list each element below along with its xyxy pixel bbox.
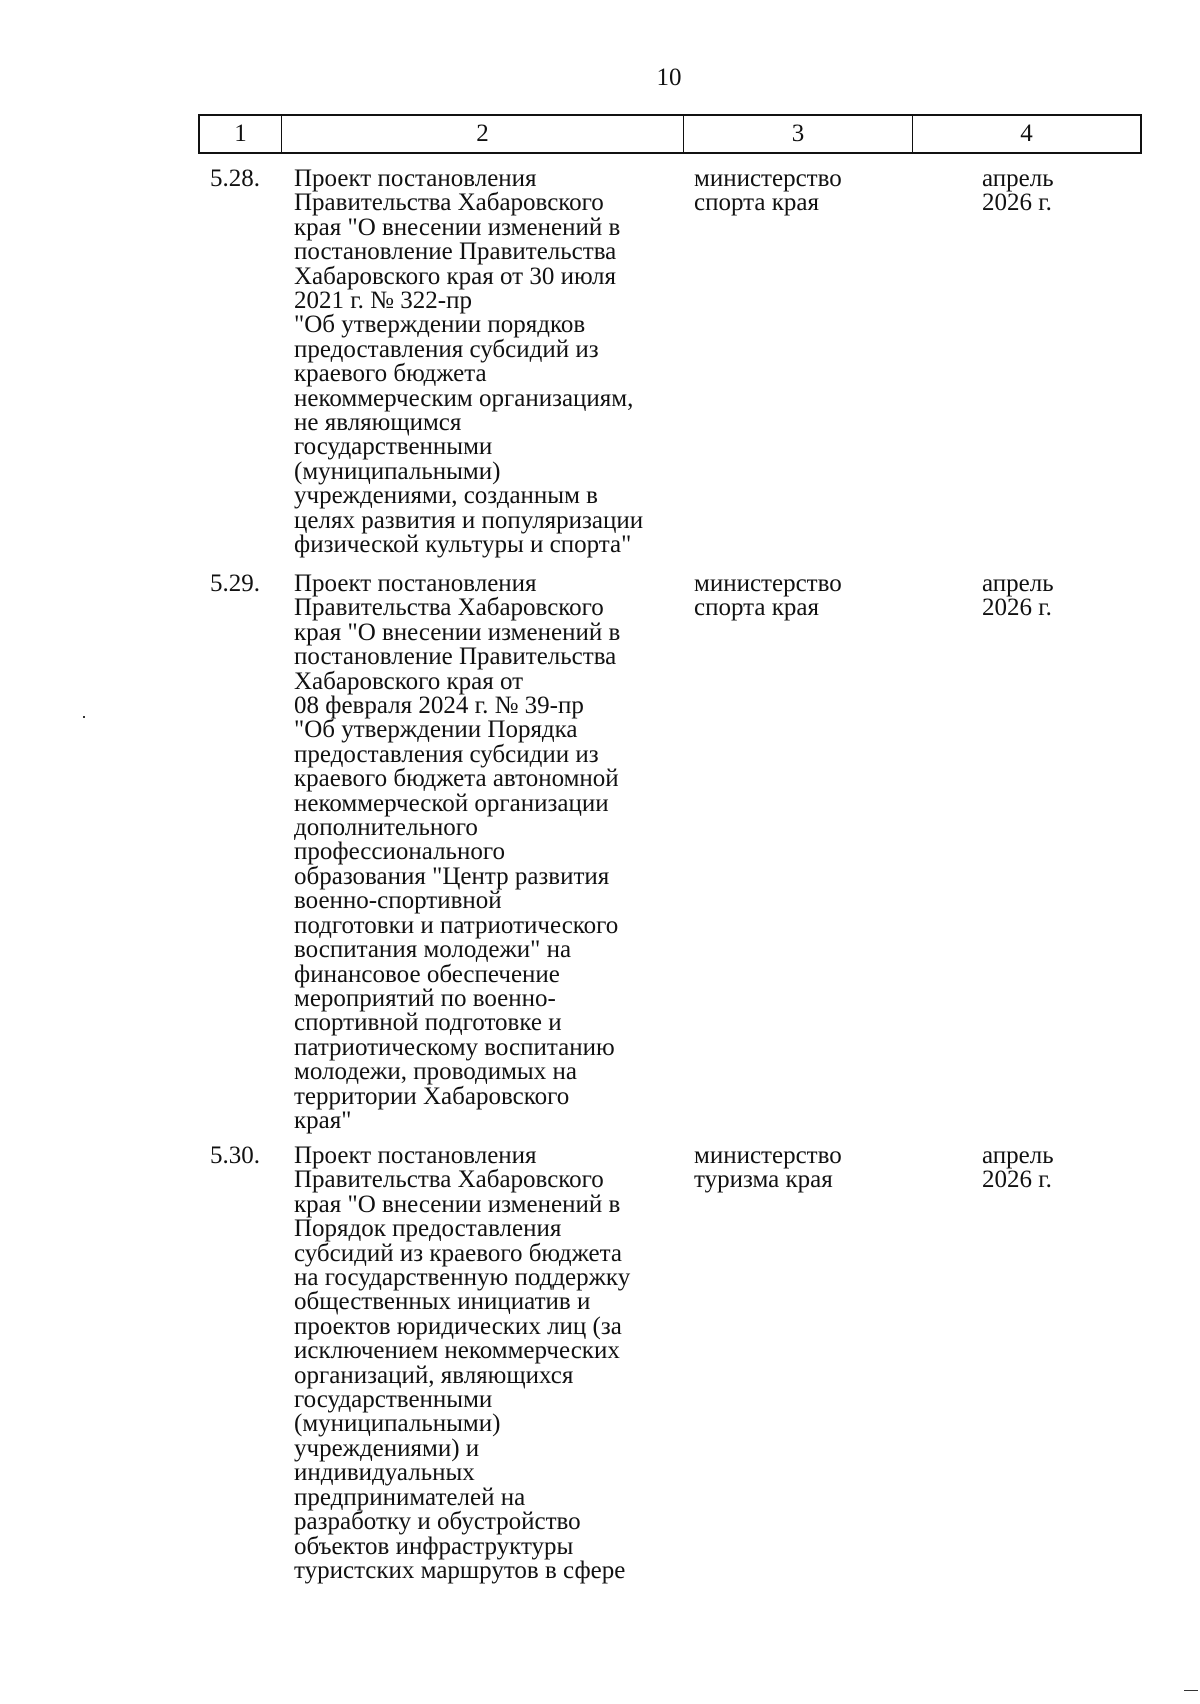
text-line: Правительства Хабаровского	[294, 1166, 604, 1194]
row-responsible	[694, 167, 904, 216]
text-line: разработку и обустройство	[294, 1508, 581, 1536]
text-line: исключением некоммерческих	[294, 1337, 620, 1365]
text-line: министерство	[694, 1142, 842, 1169]
text-line: общественных инициатив и	[294, 1288, 591, 1316]
row-number: 5.29.	[210, 570, 260, 597]
text-line: молодежи, проводимых на	[294, 1058, 577, 1086]
text-line: целях развития и популяризации	[294, 506, 644, 534]
text-line: 08 февраля 2024 г. № 39-пр	[294, 692, 584, 720]
text-line: апрель	[982, 570, 1054, 597]
text-line: 2026 г.	[982, 1166, 1052, 1194]
scan-edge-mark	[1184, 1690, 1198, 1691]
text-line: предоставления субсидий из	[294, 335, 599, 363]
page-number: 10	[656, 64, 682, 91]
text-line: предпринимателей на	[294, 1483, 526, 1511]
row-number: 5.30.	[210, 1142, 260, 1169]
row-deadline	[982, 572, 1082, 621]
text-line: дополнительного	[294, 814, 478, 842]
text-line: края"	[294, 1106, 352, 1134]
text-line: субсидий из краевого бюджета	[294, 1239, 622, 1267]
text-line: Проект постановления	[294, 1142, 537, 1169]
column-header-1: 1	[200, 116, 282, 152]
table-header	[198, 114, 1142, 154]
row-responsible	[694, 572, 904, 621]
row-description	[294, 572, 694, 1133]
text-line: государственными	[294, 433, 493, 461]
text-line: края "О внесении изменений в	[294, 213, 621, 241]
text-line: министерство	[694, 570, 842, 597]
scan-artifact	[83, 716, 85, 718]
row-number: 5.28.	[210, 165, 260, 192]
text-line: краевого бюджета	[294, 360, 487, 388]
text-line: проектов юридических лиц (за	[294, 1312, 622, 1340]
row-deadline	[982, 167, 1082, 216]
text-line: края "О внесении изменений в	[294, 1190, 621, 1218]
row-responsible	[694, 1144, 904, 1193]
text-line: организаций, являющихся	[294, 1361, 574, 1389]
text-line: апрель	[982, 1142, 1054, 1169]
text-line: территории Хабаровского	[294, 1082, 570, 1110]
text-line: индивидуальных	[294, 1459, 475, 1487]
text-line: 2026 г.	[982, 594, 1052, 622]
text-line: некоммерческой организации	[294, 789, 609, 817]
text-line: туризма края	[694, 1166, 833, 1194]
text-line: Хабаровского края от 30 июля	[294, 262, 616, 290]
text-line: физической культуры и спорта"	[294, 531, 632, 559]
text-line: "Об утверждении порядков	[294, 311, 586, 339]
text-line: Правительства Хабаровского	[294, 189, 604, 217]
text-line: краевого бюджета автономной	[294, 765, 619, 793]
text-line: спорта края	[694, 594, 819, 622]
text-line: 2021 г. № 322-пр	[294, 287, 472, 315]
row-description	[294, 1144, 694, 1583]
text-line: 2026 г.	[982, 189, 1052, 217]
text-line: постановление Правительства	[294, 643, 617, 671]
text-line: профессионального	[294, 838, 505, 866]
column-header-3: 3	[684, 116, 913, 152]
text-line: Проект постановления	[294, 570, 537, 597]
text-line: государственными	[294, 1386, 493, 1414]
text-line: спортивной подготовке и	[294, 1009, 562, 1037]
text-line: края "О внесении изменений в	[294, 618, 621, 646]
column-header-2: 2	[282, 116, 684, 152]
text-line: министерство	[694, 165, 842, 192]
text-line: "Об утверждении Порядка	[294, 716, 578, 744]
text-line: предоставления субсидии из	[294, 740, 599, 768]
text-line: не являющимся	[294, 409, 462, 437]
row-description	[294, 167, 694, 558]
text-line: мероприятий по военно-	[294, 984, 556, 1012]
text-line: некоммерческим организациям,	[294, 384, 634, 412]
text-line: апрель	[982, 165, 1054, 192]
column-header-4: 4	[1020, 120, 1033, 147]
text-line: (муниципальными)	[294, 1410, 501, 1438]
text-line: образования "Центр развития	[294, 862, 610, 890]
text-line: спорта края	[694, 189, 819, 217]
text-line: Хабаровского края от	[294, 667, 524, 695]
text-line: воспитания молодежи" на	[294, 936, 572, 964]
text-line: (муниципальными)	[294, 457, 501, 485]
text-line: на государственную поддержку	[294, 1264, 631, 1292]
text-line: подготовки и патриотического	[294, 911, 619, 939]
text-line: финансовое обеспечение	[294, 960, 560, 988]
text-line: военно-спортивной	[294, 887, 502, 915]
text-line: объектов инфраструктуры	[294, 1532, 574, 1560]
text-line: учреждениями, созданным в	[294, 482, 598, 510]
text-line: постановление Правительства	[294, 238, 617, 266]
text-line: учреждениями) и	[294, 1434, 480, 1462]
row-deadline	[982, 1144, 1082, 1193]
text-line: туристских маршрутов в сфере	[294, 1556, 626, 1584]
text-line: Правительства Хабаровского	[294, 594, 604, 622]
text-line: патриотическому воспитанию	[294, 1033, 615, 1061]
text-line: Проект постановления	[294, 165, 537, 192]
text-line: Порядок предоставления	[294, 1215, 562, 1243]
